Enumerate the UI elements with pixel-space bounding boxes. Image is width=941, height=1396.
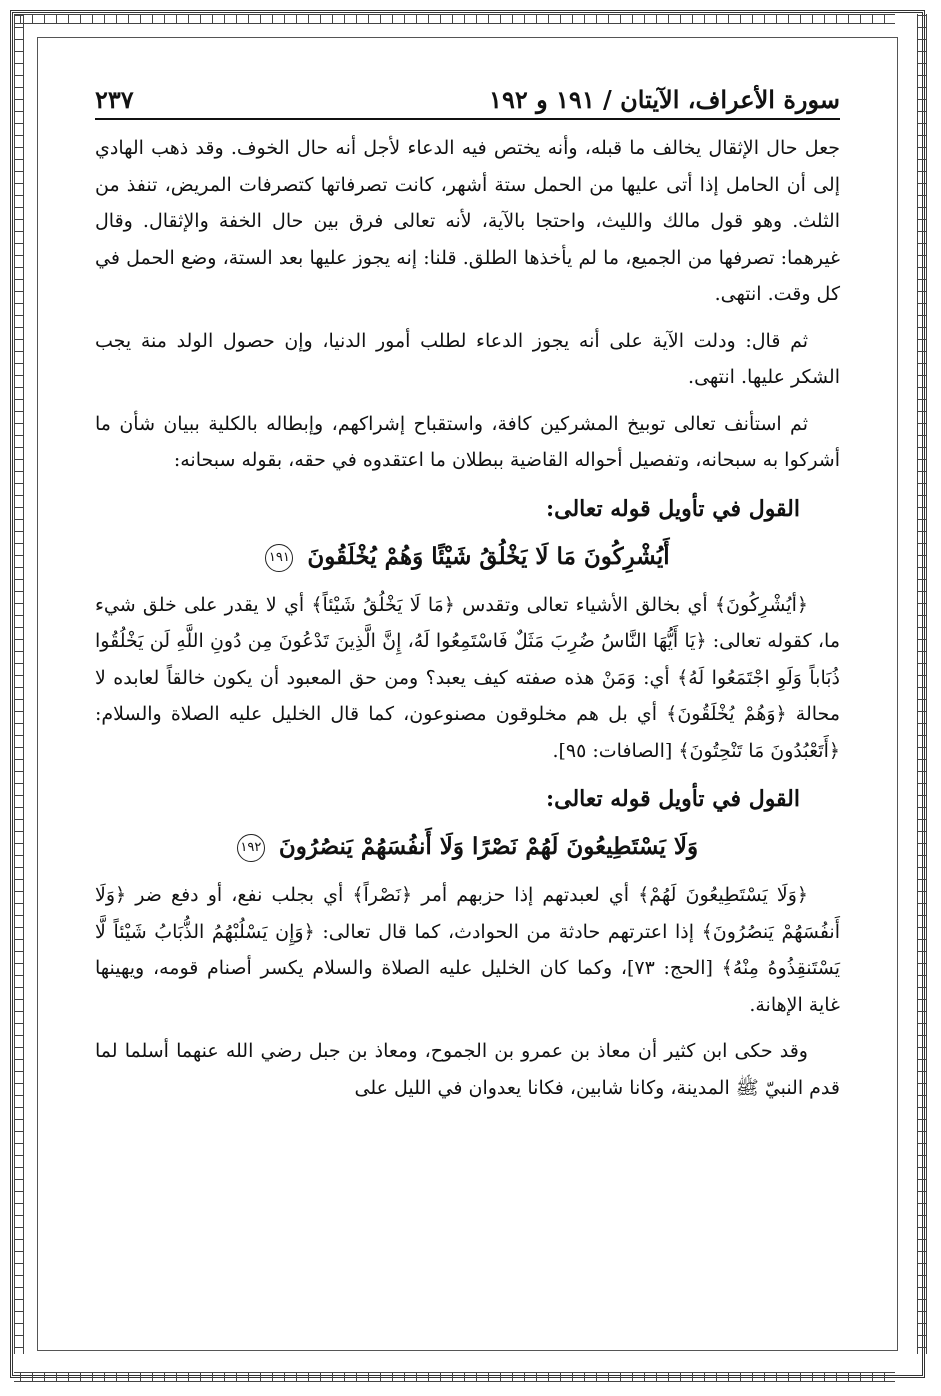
ayah-number-badge: ١٩٢ xyxy=(237,834,265,862)
frame-chain-top xyxy=(14,14,895,24)
verse-text: وَلَا يَسْتَطِيعُونَ لَهُمْ نَصْرًا وَلَا أَنفُسَهُمْ يَنصُرُونَ xyxy=(278,833,699,860)
paragraph-6: وقد حكى ابن كثير أن معاذ بن عمرو بن الجموح، ومعاذ بن جبل رضي الله عنهما أسلما لما قدم النبيّ ﷺ المدينة، وكانا شابين، فكانا يعدوان في الليل على xyxy=(95,1040,840,1099)
quran-verse-192 xyxy=(95,825,840,869)
quran-verse-191 xyxy=(95,535,840,579)
paragraph-1: جعل حال الإثقال يخالف ما قبله، وأنه يختص فيه الدعاء لأجل أنه حال الخوف. وقد ذهب الهادي إلى أن الحامل إذا أتى عليها من الحمل ستة أشهر، كانت تصرفاتها كتصرفات المريض، تنفذ من الثلث. وهو قول مالك والليث، واحتجا بالآية، لأنه تعالى فرق بين حال الخفة والإثقال. وقال غيرهما: تصرفها من الجميع، ما لم يأخذها الطلق. قلنا: إنه يجوز عليها بعد الستة، وضع الحمل في كل وقت. انتهى. xyxy=(95,137,840,305)
surah-title: سورة الأعراف، الآيتان / ١٩١ و ١٩٢ xyxy=(489,85,840,114)
frame-chain-bottom xyxy=(14,1372,895,1382)
verse-text: أَيُشْرِكُونَ مَا لَا يَخْلُقُ شَيْئًا وَهُمْ يُخْلَقُونَ xyxy=(307,542,670,570)
section-heading-1: القول في تأويل قوله تعالى: xyxy=(546,495,800,522)
paragraph-4: ﴿أيُشْرِكُونَ﴾ أي بخالق الأشياء تعالى وتقدس ﴿مَا لَا يَخْلُقُ شَيْئاً﴾ أي لا يقدر على خلق شيء ما، كقوله تعالى: ﴿يَا أَيُّهَا النَّاسُ ضُرِبَ مَثَلٌ فَاسْتَمِعُوا لَهُ، إِنَّ الَّذِينَ تَدْعُونَ مِن دُونِ اللَّهِ لَن يَخْلُقُوا ذُبَاباً وَلَوِ اجْتَمَعُوا لَهُ﴾ أي: وَمَنْ هذه صفته كيف يعبد؟ ومن حق المعبود أن يكون خالقاً لعابده لا محالة ﴿وَهُمْ يُخْلَقُونَ﴾ أي بل هم مخلوقون مصنوعون، كما قال الخليل عليه الصلاة والسلام: ﴿أَتَعْبُدُونَ مَا تَنْحِتُونَ﴾ [الصافات: ٩٥]. xyxy=(95,593,840,762)
section-heading-2: القول في تأويل قوله تعالى: xyxy=(546,786,800,812)
ayah-number-badge: ١٩١ xyxy=(265,544,293,572)
book-page xyxy=(95,70,840,1330)
paragraph-3: ثم استأنف تعالى توبيخ المشركين كافة، واستقباح إشراكهم، وإبطاله بالكلية ببيان شأن ما أشركوا به سبحانه، وتفصيل أحواله القاضية ببطلان ما اعتقدوه في حقه، بقوله سبحانه: xyxy=(95,412,840,471)
running-header xyxy=(95,70,840,120)
paragraph-5: ﴿وَلَا يَسْتَطِيعُونَ لَهُمْ﴾ أي لعبدتهم إذا حزبهم أمر ﴿نَصْراً﴾ أي بجلب نفع، أو دفع ضر ﴿وَلَا أَنفُسَهُمْ يَنصُرُونَ﴾ إذا اعترتهم حادثة من الحوادث، كما قال تعالى: ﴿وَإِن يَسْلُبْهُمُ الذُّبَابُ شَيْئاً لَّا يَسْتَنقِذُوهُ مِنْهُ﴾ [الحج: ٧٣]، وكما كان الخليل عليه الصلاة والسلام يكسر أصنام قومه، ويهينها غاية الإهانة. xyxy=(95,884,840,1016)
page-body xyxy=(95,130,840,1106)
frame-chain-left xyxy=(14,14,24,1354)
page-number: ٢٣٧ xyxy=(95,85,134,114)
paragraph-2: ثم قال: ودلت الآية على أنه يجوز الدعاء لطلب أمور الدنيا، وإن حصول الولد منة يجب الشكر عليها. انتهى. xyxy=(95,329,840,388)
frame-chain-right xyxy=(917,14,927,1354)
